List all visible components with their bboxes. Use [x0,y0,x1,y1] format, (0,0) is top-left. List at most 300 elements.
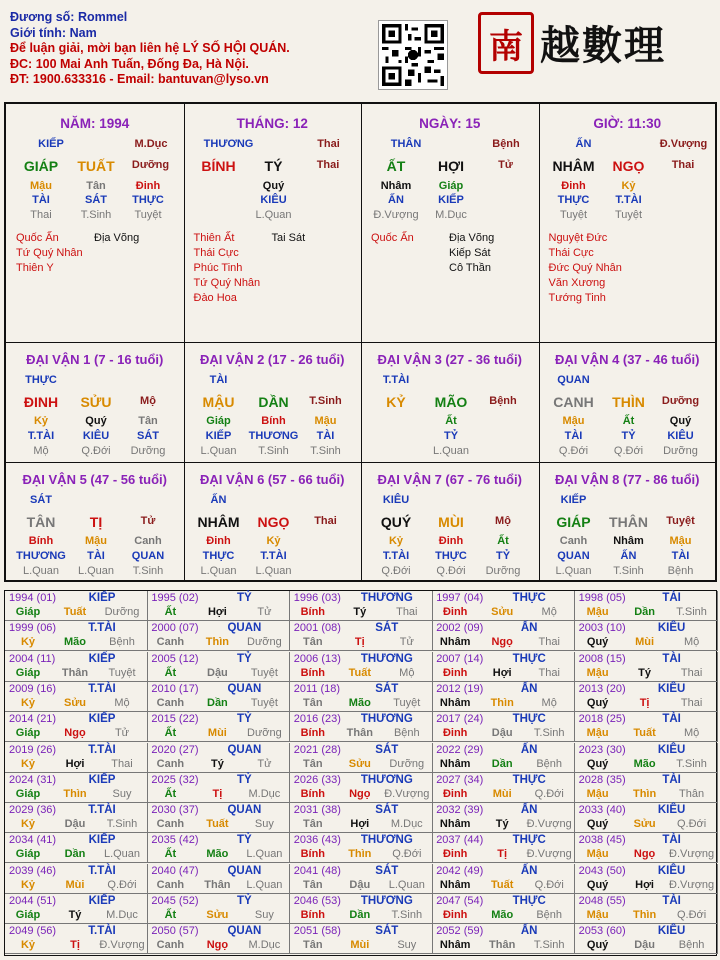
dai-van-title: ĐẠI VẬN 3 (27 - 36 tuổi) [377,352,522,367]
hidden-state: Q.Đới [81,445,111,457]
annual-star: TỶ [237,713,252,726]
annual-state: Thai [538,636,560,649]
annual-star: TỶ [237,652,252,665]
annual-state: Đ.Vượng [669,878,715,891]
annual-year: 1997 (04) [436,592,484,604]
gioi-tinh-value: Nam [69,25,97,40]
gioi-tinh-label: Giới tính: [10,25,67,40]
annual-can: Kỷ [20,757,36,770]
annual-year: 2026 (33) [293,773,341,786]
annual-year: 2037 (44) [436,834,484,847]
annual-year: 1998 (05) [578,592,626,604]
pillar-chi-state: Dưỡng [131,159,170,171]
annual-chi: Thân [489,939,516,952]
annual-year: 2009 (16) [9,682,57,695]
hidden-state: Q.Đới [558,445,589,457]
annual-cell [432,924,575,954]
annual-cell [147,743,290,773]
hidden-can: Quý [669,415,692,427]
hidden-star: T.TÀI [27,430,55,442]
annual-chi: Hợi [492,666,512,679]
annual-star: KIẾP [88,773,116,786]
hidden-state: L.Quan [555,565,592,577]
hidden-state: Dưỡng [485,565,521,577]
annual-star: QUAN [227,682,262,695]
annual-can: Giáp [15,606,41,618]
annual-cell [575,652,718,682]
annual-can: Giáp [15,727,41,740]
annual-year: 2049 (56) [9,925,57,938]
annual-state: Suy [254,909,274,921]
annual-can: Giáp [15,787,41,800]
hidden-can: Mậu [562,415,585,427]
annual-can: Mậu [586,787,609,800]
annual-year: 2018 (25) [578,713,626,726]
dai-van-cell [361,342,539,462]
annual-can: Canh [156,757,185,770]
dai-van-chi: NGỌ [257,514,290,530]
annual-cell [147,833,290,863]
annual-year: 2000 (07) [151,622,199,635]
pillar-title: THÁNG: 12 [236,116,308,131]
annual-can: Quý [586,696,609,709]
annual-cell [432,682,575,712]
annual-can: Nhâm [439,939,471,952]
annual-state: Q.Đới [534,787,564,800]
hidden-state: Q.Đới [381,565,411,577]
annual-state: M.Dục [106,909,138,921]
pillar-star-state: M.Dục [134,138,168,150]
annual-state: T.Sinh [676,757,707,770]
hidden-star: TỶ [621,430,636,442]
annual-year: 2001 (08) [293,622,341,635]
annual-can: Tân [303,818,323,831]
annual-star: ẤN [520,804,538,817]
annual-star: SÁT [375,622,399,635]
hidden-star: TÀI [671,550,690,562]
annual-chi: Thìn [632,787,657,800]
annual-cell [5,894,148,924]
hidden-can: Mậu [314,415,337,427]
hidden-star: KIẾP [205,430,232,442]
dai-van-chi: THÂN [609,514,648,530]
hidden-star: KIÊU [667,430,694,442]
annual-state: Bệnh [678,939,705,952]
annual-cell [5,621,148,651]
annual-can: Giáp [15,848,41,861]
pillar-chi-state: Tử [498,159,513,171]
hidden-state: T.Sinh [310,445,341,457]
dai-van-title: ĐẠI VẬN 1 (7 - 16 tuổi) [26,352,164,367]
annual-state: Đ.Vượng [669,848,715,861]
annual-chi: Dần [634,606,655,618]
annual-state: Tuyệt [250,666,278,679]
annual-chi: Tị [212,787,223,800]
annual-star: SÁT [375,804,399,817]
hidden-star: ẤN [620,550,637,562]
dai-van-star: SÁT [30,494,52,506]
annual-year: 2044 (51) [9,895,57,907]
hidden-state: L.Quan [432,445,470,457]
annual-star: TÀI [662,713,681,726]
annual-cell [290,924,433,954]
hidden-state: L.Quan [77,565,115,577]
annual-chi: Ngọ [64,727,86,740]
annual-year: 2025 (32) [151,773,199,786]
annual-chi: Dậu [349,878,371,891]
annual-can: Đinh [442,666,468,679]
annual-chi: Thìn [205,636,229,649]
annual-cell [5,712,148,742]
pillar-can: ẤT [386,158,406,174]
hidden-star: T.TÀI [382,550,410,562]
annual-can: Mậu [586,606,609,618]
annual-year: 2015 (22) [151,713,199,726]
annual-year: 2040 (47) [151,864,199,877]
annual-cell [432,864,575,894]
annual-star: QUAN [227,864,262,877]
dai-van-can: TÂN [26,514,56,530]
annual-can: Tân [303,878,323,891]
annual-cell [575,894,718,924]
hidden-state: Dưỡng [130,445,166,457]
annual-chi: Tị [354,636,365,649]
annual-star: KIẾP [88,592,116,604]
annual-cell [290,682,433,712]
annual-star: T.TÀI [88,743,116,756]
special-star: Phúc Tinh [193,262,243,274]
hidden-can: Quý [262,180,285,192]
hidden-can: Ất [445,415,457,427]
annual-can: Canh [156,878,185,891]
dai-van-can: ĐINH [23,394,59,410]
annual-can: Mậu [586,666,609,679]
annual-can: Đinh [442,909,468,921]
hidden-star: KIÊU [260,194,287,206]
annual-star: TỶ [237,834,252,847]
annual-year: 2016 (23) [293,713,341,726]
annual-chi: Hợi [65,757,85,770]
hidden-star: THỰC [435,550,467,562]
annual-state: Tuyệt [108,666,136,679]
hidden-can: Kỷ [33,415,49,427]
hidden-state: T.Sinh [80,209,112,221]
annual-star: T.TÀI [88,864,116,877]
annual-star: KIẾP [88,895,116,907]
annual-can: Mậu [586,727,609,740]
annual-year: 2014 (21) [9,713,57,726]
annual-can: Mậu [586,848,609,861]
pillar-cell [184,104,362,342]
annual-can: Canh [156,696,185,709]
annual-star: THƯƠNG [360,895,413,907]
pillar-star-state: Thai [317,138,340,150]
dai-van-state: Thai [314,515,337,527]
annual-state: Suy [397,939,417,952]
hidden-state: L.Quan [200,565,237,577]
hidden-star: QUAN [131,550,165,562]
annual-cell [147,591,290,621]
dai-van-cell [6,342,184,462]
annual-cell [575,712,718,742]
annual-year: 2022 (29) [436,743,484,756]
annual-can: Canh [156,818,185,831]
annual-state: Thai [680,666,703,679]
dai-van-star: THỰC [25,374,57,386]
annual-star: SÁT [375,743,399,756]
dai-van-can: MẬU [202,394,235,410]
annual-year: 2036 (43) [293,834,341,847]
special-star: Văn Xương [548,277,606,289]
duong-so-value: Rommel [77,10,128,24]
annual-can: Đinh [442,787,468,800]
annual-cell [5,591,148,621]
hidden-state: Mộ [33,445,49,457]
annual-can: Nhâm [439,757,471,770]
special-star: Thiên Ất [193,232,235,244]
annual-state: L.Quan [246,878,283,891]
annual-cell [290,621,433,651]
annual-chi: Mão [633,757,656,770]
annual-state: T.Sinh [106,818,138,831]
pillar-star: ẤN [575,138,592,150]
dai-van-state: Mộ [140,395,156,407]
annual-state: Bệnh [393,727,420,740]
annual-state: Mộ [683,727,700,740]
annual-can: Nhâm [439,818,471,831]
hidden-can: Tân [86,180,106,192]
annual-star: TÀI [662,834,681,847]
hidden-star: THƯƠNG [248,430,299,442]
annual-cell [5,682,148,712]
annual-can: Đinh [442,727,468,740]
pillar-star-state: Đ.Vượng [659,138,708,150]
annual-chi: Dần [207,696,228,709]
annual-year: 2028 (35) [578,773,626,786]
qr-code-icon [378,20,448,90]
annual-star: TỶ [237,592,252,604]
hidden-can: Đinh [561,180,586,192]
annual-star: ẤN [520,864,538,877]
special-star: Tứ Quý Nhân [193,277,261,289]
pillar-chi-state: Thai [671,159,695,171]
annual-year: 2006 (13) [293,652,341,665]
annual-chi: Tị [639,696,650,709]
annual-state: Dưỡng [104,606,140,618]
annual-year: 2020 (27) [151,743,199,756]
pillar-star: KIẾP [38,138,64,150]
dai-van-title: ĐẠI VẬN 7 (67 - 76 tuổi) [377,472,522,487]
hidden-state: T.Sinh [613,565,644,577]
annual-can: Quý [586,818,609,831]
annual-year: 2033 (40) [578,804,626,817]
annual-can: Quý [586,878,609,891]
hidden-state: T.Sinh [132,565,164,577]
annual-can: Nhâm [439,696,471,709]
annual-year: 2048 (55) [578,895,626,907]
annual-state: Mộ [541,606,557,618]
annual-can: Quý [586,939,609,952]
annual-state: Thai [111,757,133,770]
hidden-star: KIẾP [438,194,464,206]
hidden-star: TỶ [495,550,511,562]
dai-van-chi: MÃO [434,394,468,410]
annual-state: Thai [680,696,703,709]
annual-year: 2034 (41) [9,834,57,847]
duong-so-label: Đương số: [10,10,75,24]
annual-star: SÁT [375,864,399,877]
annual-state: Tử [257,606,272,618]
hidden-state: L.Quan [255,209,292,221]
annual-state: Mộ [541,696,557,709]
hidden-state: Tuyệt [559,209,588,221]
annual-year: 2010 (17) [151,682,199,695]
annual-star: THỰC [512,592,546,604]
hidden-can: Giáp [206,415,231,427]
hidden-state: T.Sinh [258,445,289,457]
annual-star: T.TÀI [88,682,116,695]
annual-cell [5,803,148,833]
dai-van-chi: SỬU [80,394,112,410]
hidden-state: Bệnh [667,565,694,577]
annual-chi: Tị [497,848,508,861]
hidden-state: L.Quan [200,445,237,457]
annual-chi: Thân [61,666,89,679]
annual-chi: Tuất [348,666,371,679]
dai-van-star: TÀI [209,374,228,386]
annual-cell [575,682,718,712]
annual-star: T.TÀI [88,925,116,938]
hidden-state: Q.Đới [436,565,466,577]
hidden-state: L.Quan [22,565,60,577]
annual-star: KIÊU [657,925,686,938]
annual-star: KIÊU [657,743,686,756]
hidden-can: Đinh [206,535,231,547]
annual-year: 2047 (54) [436,895,484,907]
special-star: Tai Sát [271,232,306,244]
pillar-cell [6,104,184,342]
annual-can: Kỷ [20,636,36,649]
annual-state: Suy [112,787,132,800]
annual-year: 2046 (53) [293,895,341,907]
annual-chi: Tý [495,818,509,831]
special-star: Thiên Y [16,262,54,274]
annual-state: Suy [254,818,274,831]
annual-state: Đ.Vượng [384,787,430,800]
dai-van-cell [539,462,717,582]
annual-cell [147,712,290,742]
annual-cell [575,591,718,621]
annual-cell [290,833,433,863]
pillar-title: NĂM: 1994 [60,116,130,131]
hidden-can: Bính [28,535,54,547]
pillar-grid [4,102,717,582]
annual-can: Bính [300,606,326,618]
annual-star: QUAN [227,925,262,938]
annual-cell [5,652,148,682]
dai-van-cell [539,342,717,462]
annual-year: 2031 (38) [293,804,341,817]
special-star: Tứ Quý Nhân [16,247,83,259]
annual-state: Bệnh [536,909,563,921]
annual-can: Kỷ [20,818,36,831]
special-star: Nguyệt Đức [548,232,608,244]
pillar-star: THƯƠNG [203,138,254,150]
annual-star: THỰC [512,713,546,726]
annual-year: 1996 (03) [293,592,341,604]
annual-star: TÀI [662,895,681,907]
annual-cell [147,682,290,712]
annual-star: TÀI [662,592,681,604]
annual-year: 2053 (60) [578,925,626,938]
annual-cell [5,864,148,894]
special-star: Tướng Tinh [548,292,606,304]
annual-star: TỶ [237,895,252,907]
hidden-can: Quý [85,415,107,427]
phone-email-line: ĐT: 1900.633316 - Email: bantuvan@lyso.vn [10,72,269,86]
annual-cell [290,894,433,924]
pillar-chi: HỢI [438,158,464,174]
annual-star: KIẾP [88,834,116,847]
annual-state: Q.Đới [392,848,422,861]
annual-year: 2035 (42) [151,834,199,847]
annual-state: Thai [396,606,418,618]
special-star: Thái Cực [548,247,594,259]
pillar-star-state: Bệnh [492,138,520,150]
dai-van-can: NHÂM [197,514,240,530]
annual-star: ẤN [520,622,538,635]
annual-year: 2004 (11) [9,652,56,665]
annual-can: Đinh [442,848,468,861]
hidden-star: TÀI [32,194,50,206]
annual-state: Mộ [114,696,130,709]
annual-state: Tử [114,727,130,740]
annual-state: Q.Đới [534,878,564,891]
annual-cell [575,833,718,863]
annual-can: Tân [303,636,323,649]
pillar-title: GIỜ: 11:30 [593,116,662,131]
pillar-chi: TUẤT [77,158,115,174]
annual-chi: Ngọ [633,848,656,861]
dai-van-state: Dưỡng [661,395,700,407]
annual-year: 2008 (15) [578,652,626,665]
header [0,0,720,102]
dai-van-title: ĐẠI VẬN 4 (37 - 46 tuổi) [555,352,700,367]
hidden-can: Mậu [85,535,107,547]
annual-chi: Dần [491,757,513,770]
annual-cell [432,803,575,833]
annual-chi: Tuất [63,606,87,618]
annual-cell [290,712,433,742]
annual-year: 2019 (26) [9,743,57,756]
annual-chi: Thìn [632,909,657,921]
annual-year: 2045 (52) [151,895,199,907]
annual-state: Thai [538,666,560,679]
annual-chi: Tuất [633,727,656,740]
annual-year: 2024 (31) [9,773,57,786]
annual-state: Đ.Vượng [526,818,572,831]
annual-state: Tuyệt [250,696,278,709]
hidden-state: M.Dục [435,209,467,221]
dai-van-cell [184,462,362,582]
hidden-star: ẤN [388,194,404,206]
annual-state: T.Sinh [676,606,707,618]
annual-chi: Thân [204,878,231,891]
annual-cell [575,864,718,894]
annual-chi: Mão [491,909,514,921]
dai-van-state: Bệnh [489,395,517,407]
annual-can: Ất [164,787,177,800]
